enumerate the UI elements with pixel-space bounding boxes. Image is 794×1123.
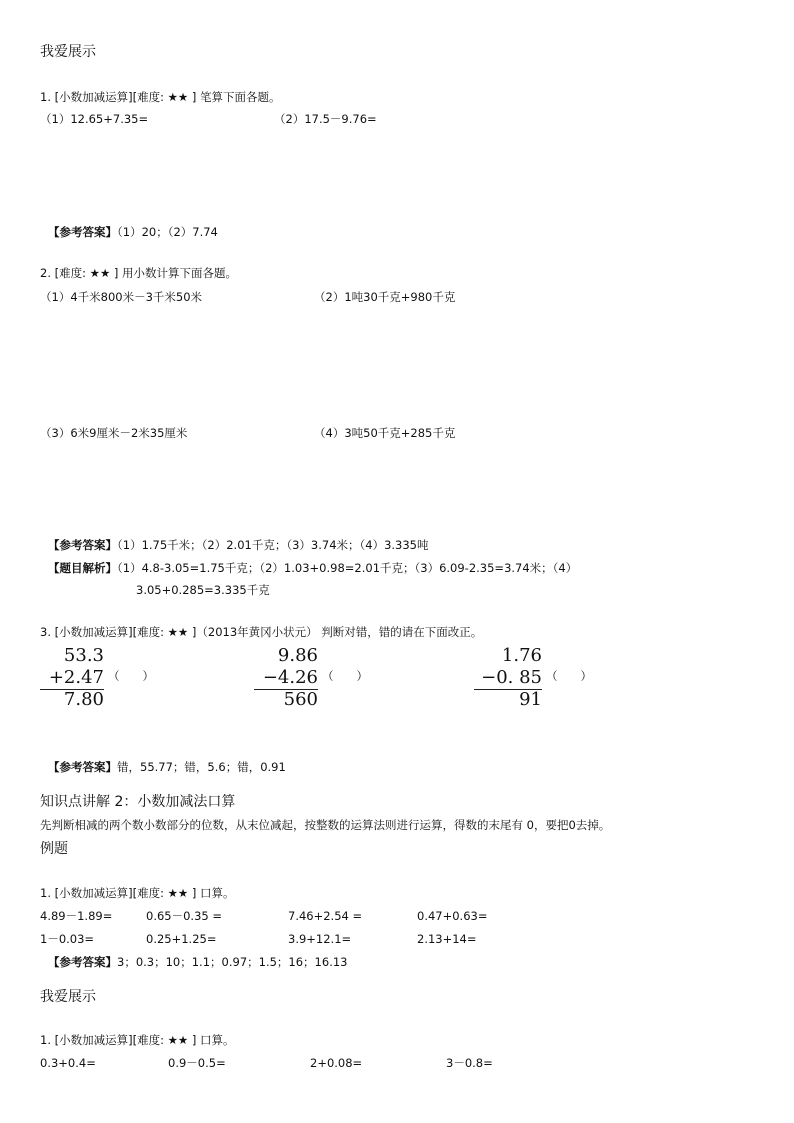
- problem-text: （1）12.65+7.35=: [40, 112, 149, 126]
- oral-problem: 0.9－0.5=: [168, 1056, 226, 1070]
- calc-result: 7.80: [63, 689, 104, 710]
- oral-problem: 7.46+2.54 =: [288, 909, 363, 923]
- question-title: 1. [小数加减运算][难度: ★★ ] 口算。: [40, 1033, 235, 1047]
- oral-problem: 3－0.8=: [446, 1056, 493, 1070]
- knowledge-heading: 知识点讲解 2：小数加减法口算: [40, 794, 236, 810]
- analysis-line: [48, 561, 577, 575]
- problem-text: （2）17.5－9.76=: [274, 112, 377, 126]
- section-heading: 我爱展示: [40, 989, 96, 1005]
- calc-bottom: −4.26: [262, 667, 318, 688]
- vertical-calc: [472, 645, 542, 711]
- calc-top: 9.86: [277, 645, 318, 666]
- calc-top: 53.3: [63, 645, 104, 666]
- answer-line: [48, 955, 347, 969]
- analysis-text: 3.05+0.285=3.335千克: [136, 583, 270, 597]
- oral-problem: 0.65－0.35 =: [146, 909, 223, 923]
- oral-problem: 0.3+0.4=: [40, 1056, 96, 1070]
- answer-line: [48, 760, 286, 774]
- calc-top: 1.76: [501, 645, 542, 666]
- analysis-text: （1）4.8-3.05=1.75千克；（2）1.03+0.98=2.01千克；（3）6.09-2.35=3.74米；（4）: [117, 561, 578, 575]
- example-heading: 例题: [40, 841, 68, 857]
- problem-text: （1）4千米800米－3千米50米: [40, 290, 203, 304]
- answer-tag: 【参考答案】: [48, 538, 117, 552]
- answer-line: [48, 538, 429, 552]
- vertical-calc: [38, 645, 104, 711]
- question-title: 1. [小数加减运算][难度: ★★ ] 口算。: [40, 886, 235, 900]
- judgement-blank[interactable]: （ ）: [546, 669, 592, 683]
- answer-text: 错，55.77；错，5.6；错，0.91: [117, 760, 286, 774]
- oral-problem: 4.89－1.89=: [40, 909, 113, 923]
- calc-bottom: +2.47: [48, 667, 104, 688]
- judgement-blank[interactable]: （ ）: [108, 669, 154, 683]
- oral-problem: 2+0.08=: [310, 1056, 363, 1070]
- answer-tag: 【参考答案】: [48, 955, 117, 969]
- vertical-calc: [252, 645, 318, 711]
- analysis-tag: 【题目解析】: [48, 561, 117, 575]
- knowledge-description: 先判断相减的两个数小数部分的位数，从末位减起，按整数的运算法则进行运算，得数的末尾有 0，要把0去掉。: [40, 818, 611, 832]
- oral-problem: 3.9+12.1=: [288, 932, 352, 946]
- question-title: 1. [小数加减运算][难度: ★★ ] 笔算下面各题。: [40, 90, 281, 104]
- oral-problem: 2.13+14=: [417, 932, 477, 946]
- calc-result: 560: [283, 689, 318, 710]
- oral-problem: 0.25+1.25=: [146, 932, 217, 946]
- question-title: 3. [小数加减运算][难度: ★★ ]（2013年黄冈小状元） 判断对错，错的请在下面改正。: [40, 625, 483, 639]
- section-heading: 我爱展示: [40, 44, 96, 60]
- calc-bottom: −0. 85: [481, 667, 542, 688]
- problem-text: （2）1吨30千克+980千克: [314, 290, 456, 304]
- problem-text: （3）6米9厘米－2米35厘米: [40, 426, 188, 440]
- answer-line: [48, 225, 218, 239]
- answer-tag: 【参考答案】: [48, 760, 117, 774]
- calc-result: 91: [519, 689, 542, 710]
- question-title: 2. [难度: ★★ ] 用小数计算下面各题。: [40, 266, 238, 280]
- answer-tag: 【参考答案】: [48, 225, 117, 239]
- answer-text: （1）1.75千米；（2）2.01千克；（3）3.74米；（4）3.335吨: [117, 538, 429, 552]
- judgement-blank[interactable]: （ ）: [322, 669, 368, 683]
- answer-text: 3；0.3；10；1.1；0.97；1.5；16；16.13: [117, 955, 348, 969]
- answer-text: （1）20；（2）7.74: [117, 225, 218, 239]
- oral-problem: 0.47+0.63=: [417, 909, 488, 923]
- oral-problem: 1－0.03=: [40, 932, 95, 946]
- problem-text: （4）3吨50千克+285千克: [314, 426, 456, 440]
